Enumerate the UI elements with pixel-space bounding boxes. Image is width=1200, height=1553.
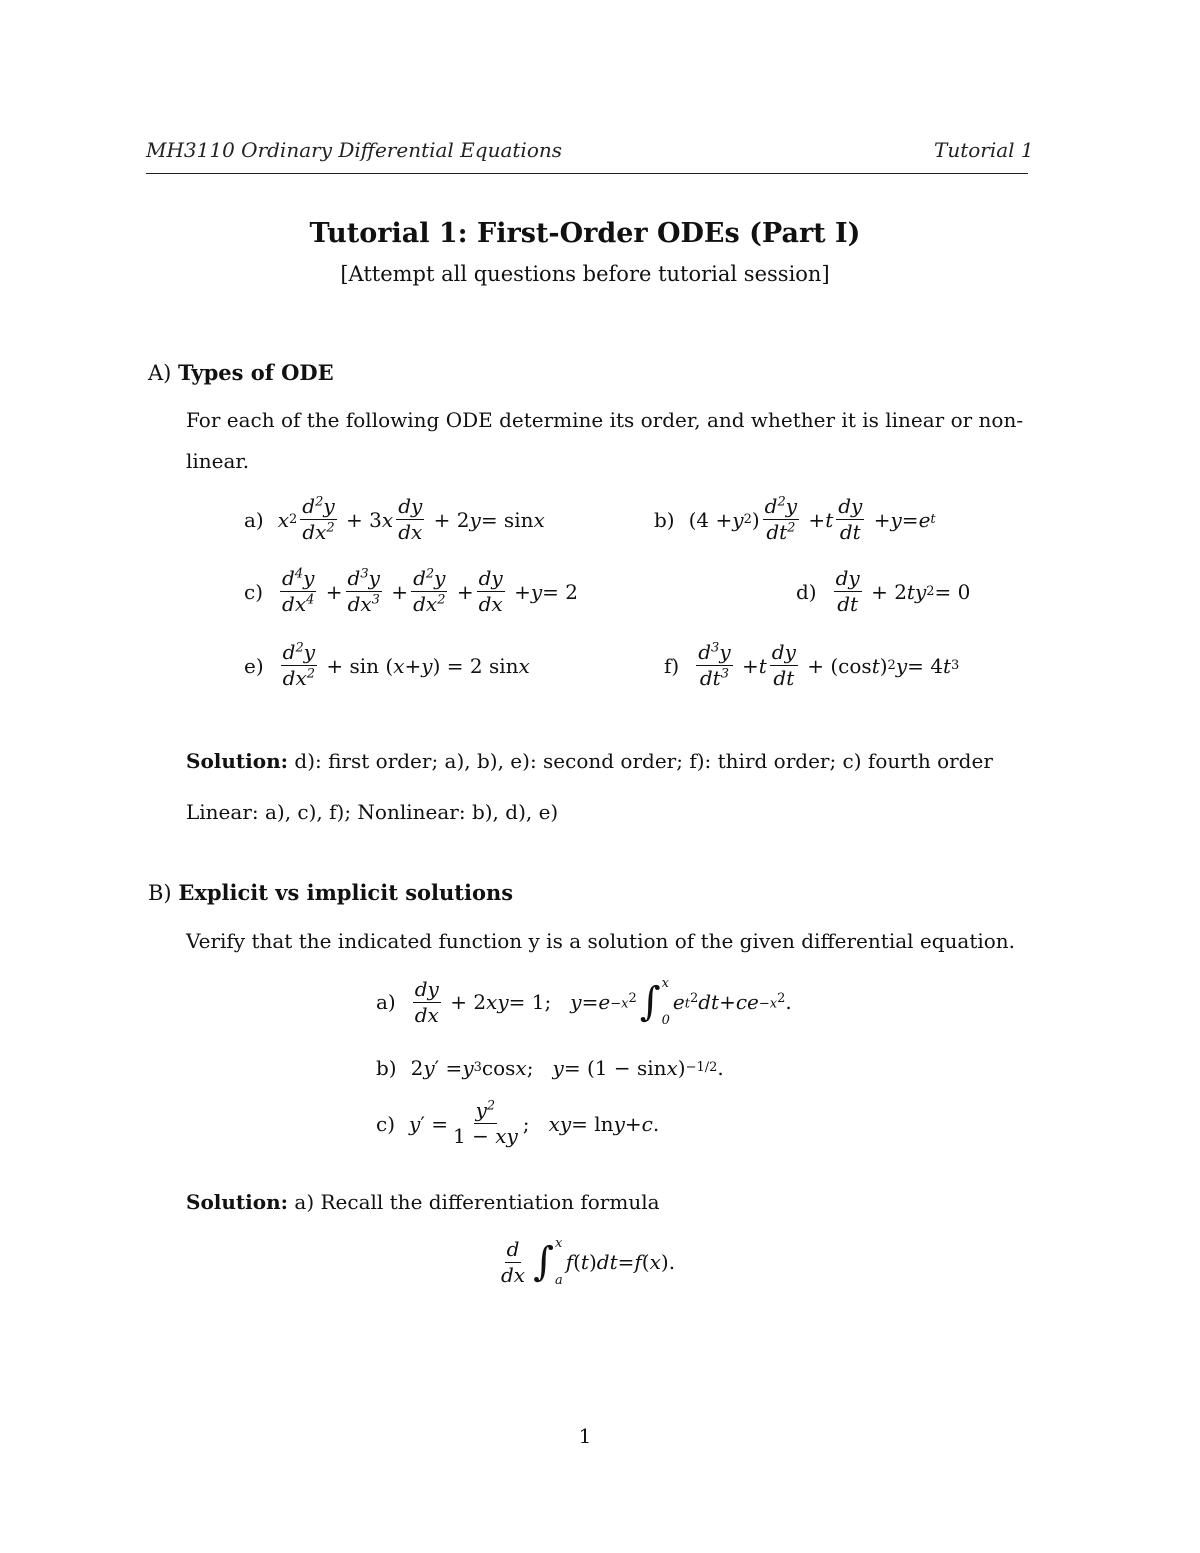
solution-text: d): first order; a), b), e): second order; f): third order; c) fourth order [294,749,993,773]
section-b-title: Explicit vs implicit solutions [178,880,514,905]
equation-a-4: d) $\frac{dy}{dt}$ + 2 ty 2 = 0 [796,566,971,616]
equation-a-2: b) (4 + y 2 ) $\frac{d^2y}{dt^2}$ + t $\frac{dy}{dt}$ + y = e t [654,494,936,544]
equation-label: b) [376,1056,397,1080]
section-a-title: Types of ODE [178,360,334,385]
section-a-instruction-line1: For each of the following ODE determine its order, and whether it is linear or non- [186,408,1024,432]
page-number: 1 [578,1424,592,1448]
section-a-solution-line2: Linear: a), c), f); Nonlinear: b), d), e) [186,800,559,824]
running-header-course: MH3110 Ordinary Differential Equations [146,138,563,162]
equation-label: c) [376,1111,396,1136]
equation-label: a) [244,507,264,532]
equation-a-5: e) $\frac{d^2y}{dx^2}$ + sin ( x + y ) = 2 sin x [244,640,530,690]
equation-b-3: c) y ′ = $\frac{y^2}{1 - xy}$ ; xy = ln y + c . [376,1098,660,1148]
equation-a-1: a) x 2 $\frac{d^2y}{dx^2}$ + 3 x $\frac{dy}{dx}$ + 2 y = sin x [244,494,545,544]
equation-b-1: a) $\frac{dy}{dx}$ + 2 xy = 1; y = e $-x^2$ ∫ x 0 e $t^2$ dt + ce $-x^2$ . [376,976,792,1028]
equation-label: f) [664,653,680,678]
section-a-heading [148,360,334,385]
section-b-label: B) [148,881,172,905]
section-a-label: A) [148,361,172,385]
equation-a-6: f) $\frac{d^3y}{dt^3}$ + t $\frac{dy}{dt}$ + (cos t ) 2 y = 4 t 3 [664,640,960,690]
equation-label: b) [654,507,675,532]
section-b-solution [186,1190,660,1214]
section-b-heading [148,880,513,905]
document-title: Tutorial 1: First-Order ODEs (Part I) [309,218,861,249]
equation-label: c) [244,579,264,604]
equation-b-2: b) 2 y ′ = y 3 cos x ; y = (1 − sin x ) −1/2 . [376,1056,724,1080]
header-rule [146,173,1028,174]
running-header-tutorial: Tutorial 1 [934,138,1034,162]
section-b-instruction: Verify that the indicated function y is a solution of the given differential equation. [186,929,1016,953]
section-a-instruction-line2: linear. [186,449,250,473]
equation-a-3: c) $\frac{d^4y}{dx^4}$ + $\frac{d^3y}{dx^3}$ + $\frac{d^2y}{dx^2}$ + $\frac{dy}{dx}$ + y = 2 [244,566,578,616]
equation-label: a) [376,990,396,1014]
solution-label: Solution: [186,749,289,773]
document-subtitle: [Attempt all questions before tutorial session] [340,262,830,286]
solution-text: a) Recall the differentiation formula [294,1190,660,1214]
equation-label: d) [796,579,817,604]
differentiation-formula: $\frac{d}{dx}$ ∫ x a f ( t ) dt = f ( x ). [501,1236,676,1288]
section-a-solution-line1 [186,749,993,773]
equation-label: e) [244,653,264,678]
solution-label: Solution: [186,1190,289,1214]
